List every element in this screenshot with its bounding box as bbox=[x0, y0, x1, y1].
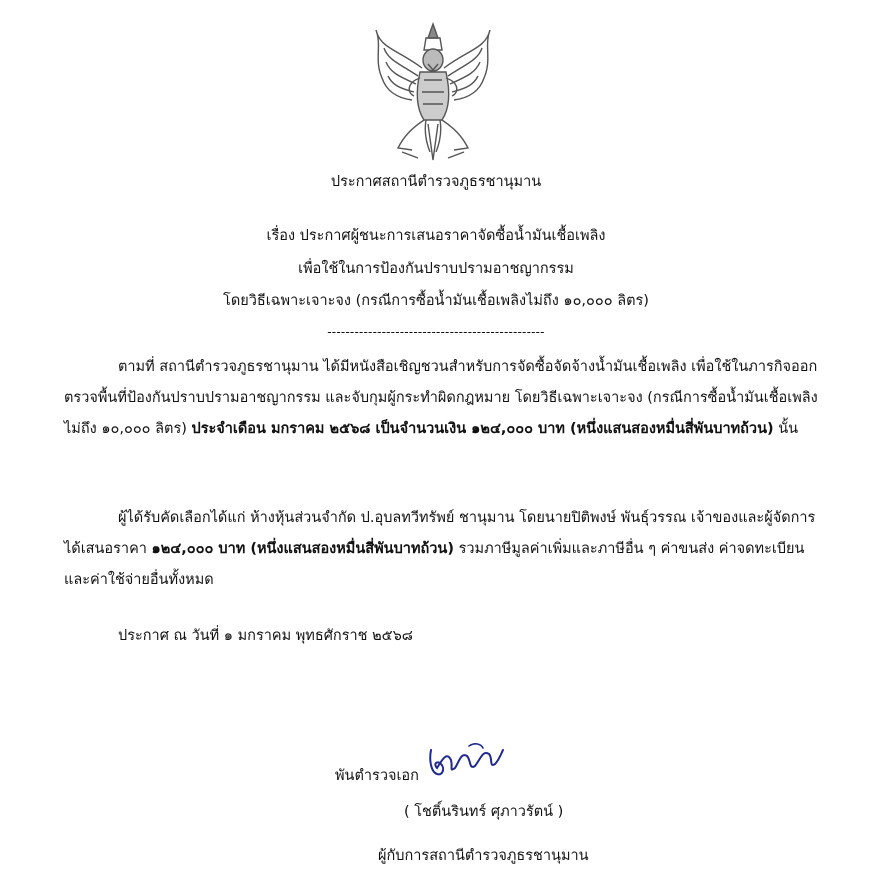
paragraph-winner-amount: ๑๒๔,๐๐๐ บาท (หนึ่งแสนสองหมื่นสี่พันบาทถ้วน) bbox=[151, 541, 454, 557]
subject-line-2: เพื่อใช้ในการป้องกันปราบปรามอาชญากรรม bbox=[298, 261, 574, 277]
separator-dashes: ------------------------------------------------ bbox=[327, 325, 545, 339]
subject-line-1: เรื่อง ประกาศผู้ชนะการเสนอราคาจัดซื้อน้ำมันเชื้อเพลิง bbox=[266, 228, 606, 244]
paragraph-winner bbox=[64, 503, 824, 596]
paragraph-invitation bbox=[64, 352, 824, 445]
paragraph-invitation-text: ตามที่ สถานีตำรวจภูธรชานุมาน ได้มีหนังสือเชิญชวนสำหรับการจัดซื้อจัดจ้างน้ำมันเชื้อเพลิง เพื่อใช้ในภารกิจออกตรวจพื้นที่ป้องกันปราบปรามอาชญากรรม และจับกุมผู้กระทำผิดกฎหมาย โดยวิธีเฉพาะเจาะจง (กรณีการซื้อน้ำมันเชื้อเพลิงไม่ถึง ๑๐,๐๐๐ ลิตร) bbox=[64, 359, 818, 437]
signer-rank: พันตำรวจเอก bbox=[335, 768, 419, 784]
handwritten-signature bbox=[425, 738, 505, 782]
subject-line-3: โดยวิธีเฉพาะเจาะจง (กรณีการซื้อน้ำมันเชื้อเพลิงไม่ถึง ๑๐,๐๐๐ ลิตร) bbox=[223, 293, 649, 309]
garuda-emblem-icon bbox=[368, 20, 498, 162]
signer-position: ผู้กับการสถานีตำรวจภูธรชานุมาน bbox=[378, 848, 589, 864]
paragraph-winner-text: ผู้ได้รับคัดเลือกได้แก่ ห้างหุ้นส่วนจำกัด ป.อุบลทวีทรัพย์ ชานุมาน โดยนายปิติพงษ์ พันธุ์วรรณ เจ้าของและผู้จัดการได้เสนอราคา bbox=[64, 510, 816, 557]
paragraph-winner-end: รวมภาษีมูลค่าเพิ่มและภาษีอื่น ๆ ค่าขนส่ง ค่าจดทะเบียนและค่าใช้จ่ายอื่นทั้งหมด bbox=[64, 541, 805, 588]
announce-date: ประกาศ ณ วันที่ ๑ มกราคม พุทธศักราช ๒๕๖๘ bbox=[118, 628, 413, 644]
signer-name: ( โชติ์นรินทร์ ศุภาวรัตน์ ) bbox=[404, 804, 564, 820]
paragraph-invitation-end: นั้น bbox=[773, 421, 799, 437]
paragraph-invitation-amount: ประจำเดือน มกราคม ๒๕๖๘ เป็นจำนวนเงิน ๑๒๔,๐๐๐ บาท (หนึ่งแสนสองหมื่นสี่พันบาทถ้วน) bbox=[191, 421, 774, 437]
agency-title: ประกาศสถานีตำรวจภูธรชานุมาน bbox=[330, 174, 542, 190]
